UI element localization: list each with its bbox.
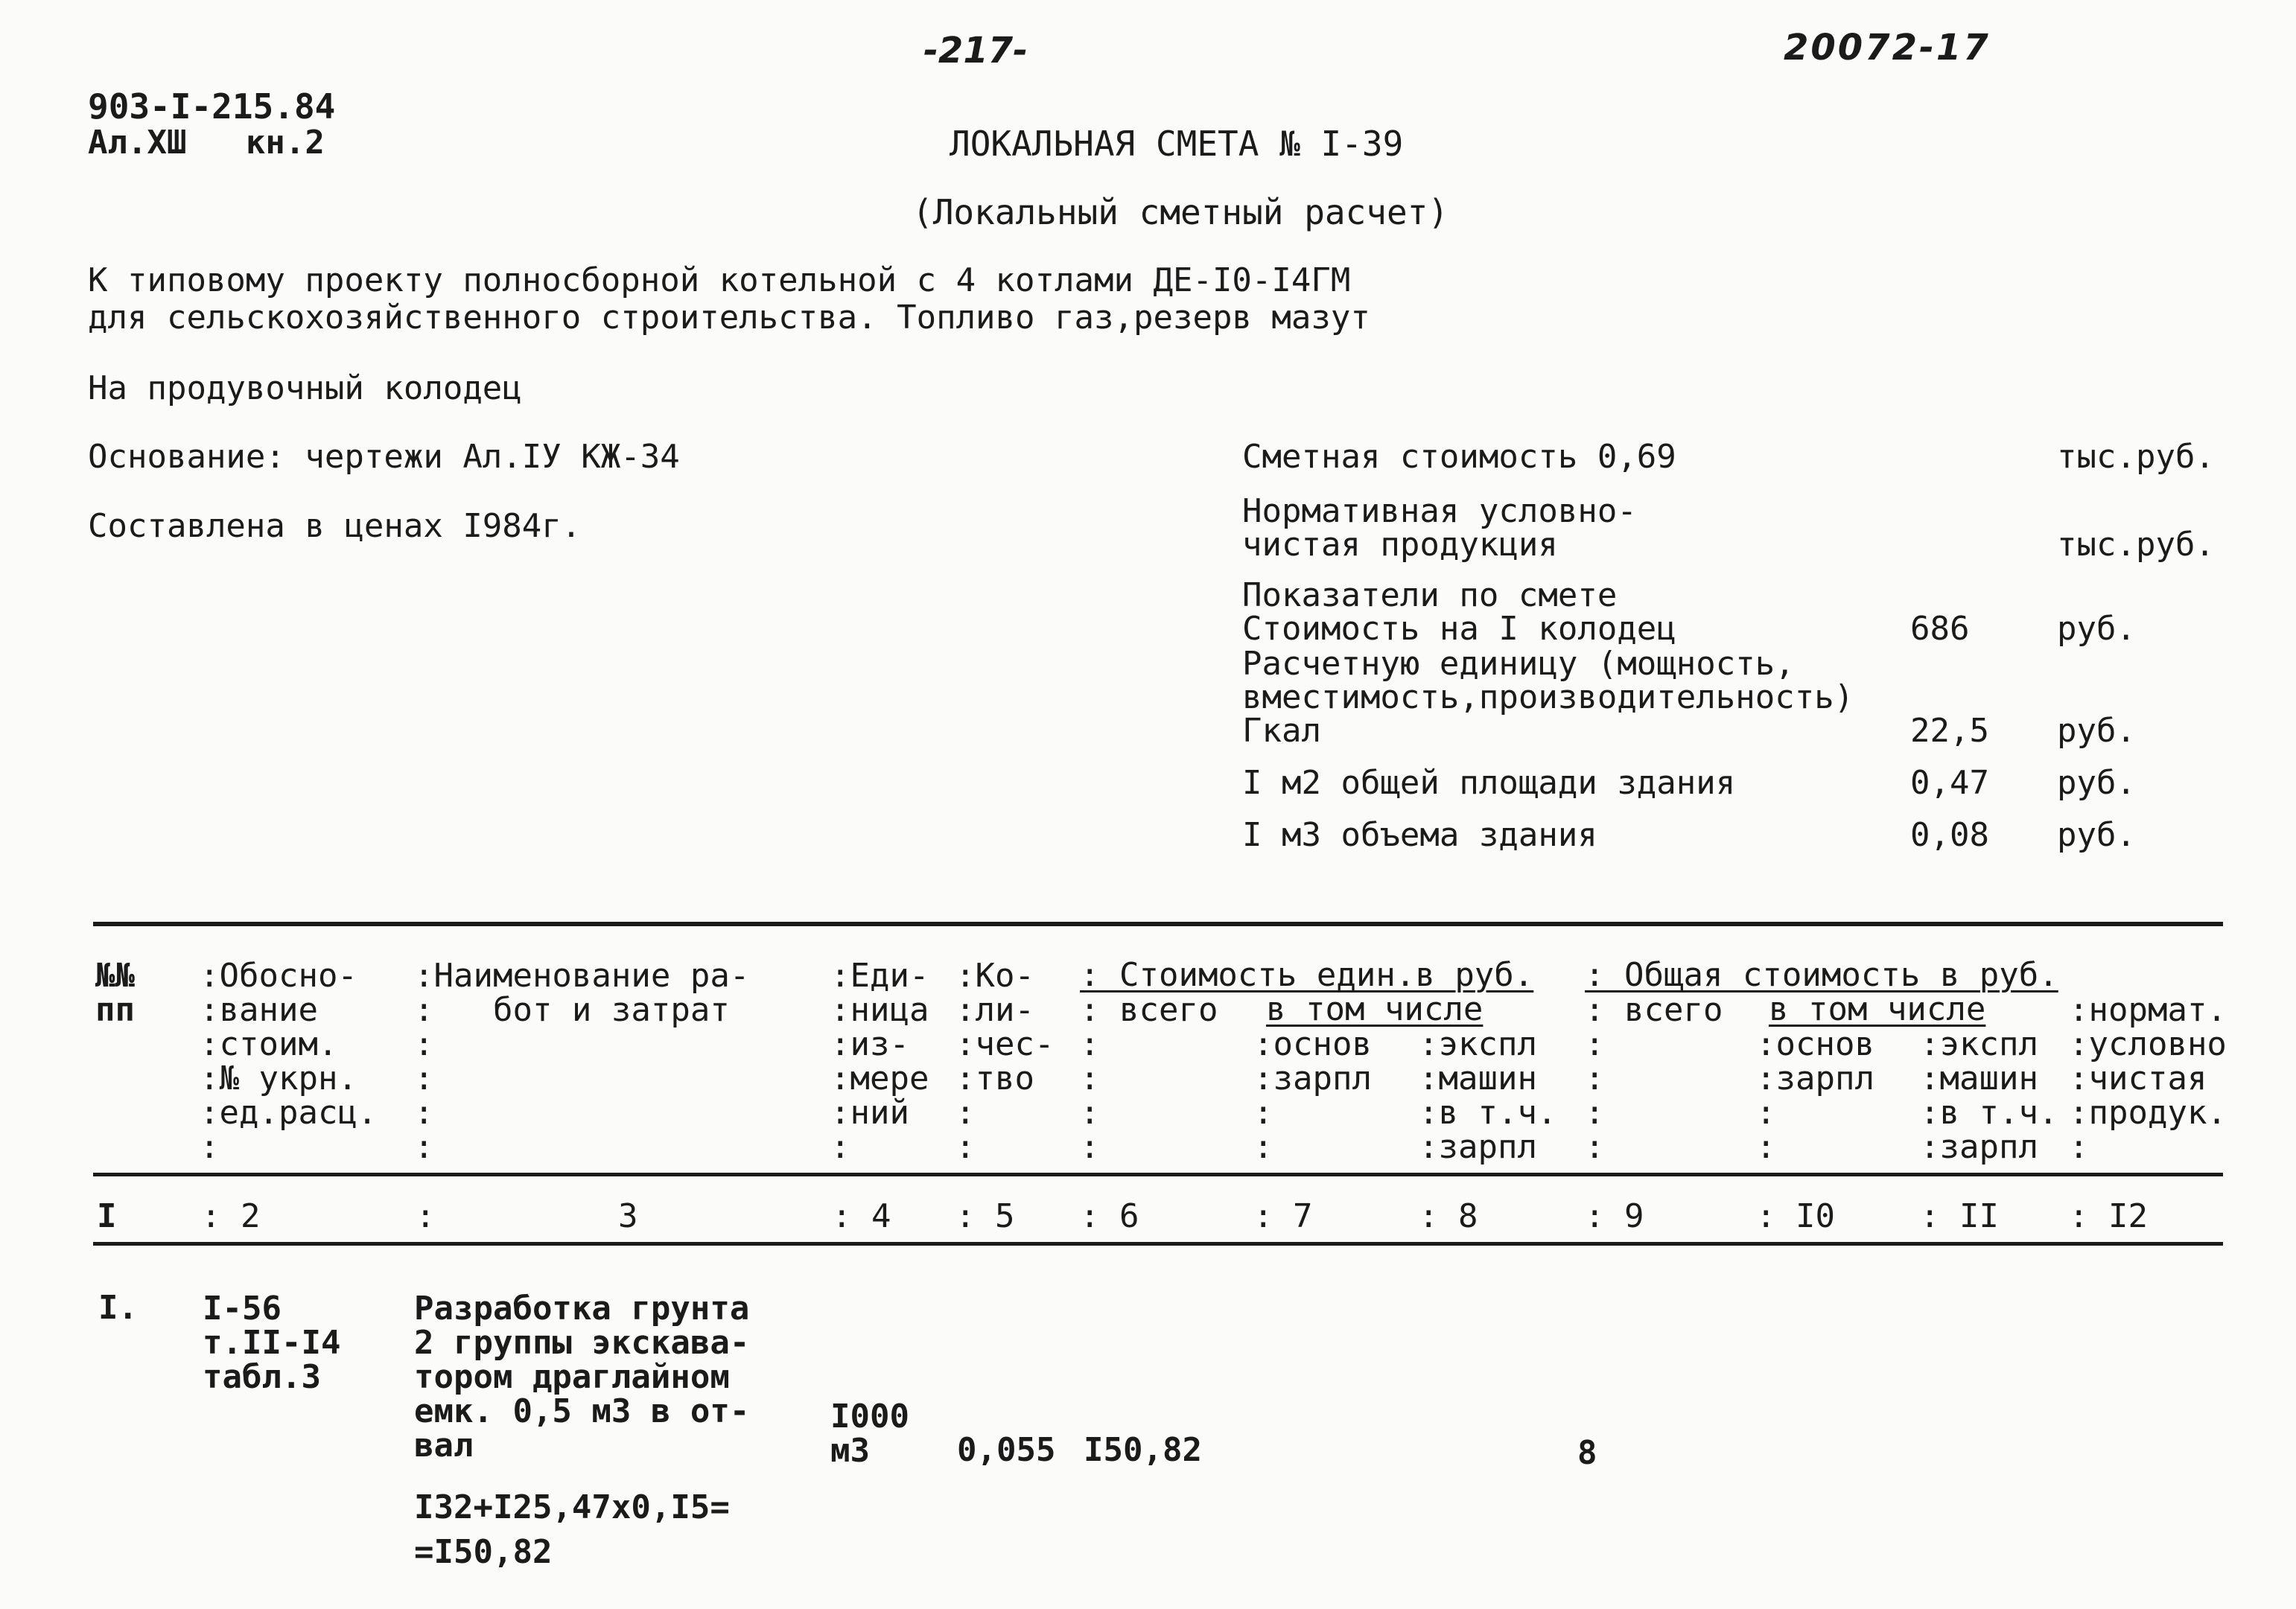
description-line-2: для сельскохозяйственного строительства. Топливо газ,резерв мазут — [88, 299, 1370, 337]
gcal-value: 22,5 — [1910, 712, 1989, 750]
row-basis: I-56 т.II-I4 табл.3 — [203, 1290, 341, 1396]
column-number: : 8 — [1419, 1197, 1478, 1235]
npp-label-2: чистая продукция — [1242, 526, 1558, 564]
column-number: : 6 — [1080, 1197, 1139, 1235]
sheet-code: 20072-17 — [1784, 27, 1991, 68]
header-col-6: : всего : : : : — [1080, 991, 1218, 1166]
per-well-label: Стоимость на I колодец — [1242, 610, 1676, 648]
row-unit: I000 м3 — [830, 1398, 909, 1470]
header-bottom-rule — [93, 1173, 2223, 1176]
header-col-9: : всего : : : : — [1585, 991, 1723, 1166]
header-total-incl-group: в том числе — [1769, 990, 1986, 1028]
row-work-name: Разработка грунта 2 группы экскава- тором драглайном емк. 0,5 м3 в от- вал — [414, 1290, 750, 1465]
album-reference: Ал.XШ кн.2 — [88, 124, 325, 162]
description-line-1: К типовому проекту полносборной котельной с 4 котлами ДЕ-I0-I4ГМ — [88, 261, 1351, 299]
unit-label-1: Расчетную единицу (мощность, — [1242, 645, 1795, 683]
m3-unit: руб. — [2057, 816, 2136, 854]
column-number: : 4 — [832, 1197, 891, 1235]
header-col-8: :экспл :машин :в т.ч. :зарпл — [1419, 1025, 1557, 1166]
header-col-7: :основ :зарпл : : — [1253, 1025, 1372, 1166]
column-number: : I2 — [2069, 1197, 2148, 1235]
header-col-4: :Еди- :ница :из- :мере :ний : — [830, 957, 929, 1166]
gcal-unit: руб. — [2057, 712, 2136, 750]
m2-unit: руб. — [2057, 764, 2136, 802]
estimated-cost-unit: тыс.руб. — [2057, 438, 2215, 476]
row-total-cost: 8 — [1577, 1434, 1597, 1472]
m2-label: I м2 общей площади здания — [1242, 764, 1736, 802]
header-col-2: :Обосно- :вание :стоим. :№ укрн. :ед.расц. : — [200, 957, 378, 1166]
header-col-3: :Наименование ра- : бот и затрат : : : : — [414, 957, 750, 1166]
column-number: : I0 — [1756, 1197, 1835, 1235]
row-unit-price-total: I50,82 — [1084, 1431, 1202, 1469]
column-number: I — [97, 1197, 117, 1235]
column-number: : 9 — [1585, 1197, 1644, 1235]
m3-label: I м3 объема здания — [1242, 816, 1597, 854]
header-unit-incl-group: в том числе — [1266, 990, 1484, 1028]
header-col-1: №№ пп — [95, 957, 135, 1029]
column-number: : 2 — [201, 1197, 261, 1235]
numbers-bottom-rule — [93, 1242, 2223, 1246]
npp-label-1: Нормативная условно- — [1242, 492, 1637, 530]
column-number: : II — [1920, 1197, 1999, 1235]
document-title: ЛОКАЛЬНАЯ СМЕТА № I-39 — [950, 124, 1404, 164]
npp-unit: тыс.руб. — [2057, 526, 2215, 564]
basis-line: Основание: чертежи Ал.IУ КЖ-34 — [88, 438, 680, 476]
m2-value: 0,47 — [1910, 764, 1989, 802]
header-total-cost-group: : Общая стоимость в руб. — [1585, 956, 2058, 994]
per-well-unit: руб. — [2057, 610, 2136, 648]
page-number: -217- — [923, 30, 1028, 71]
row-number: I. — [98, 1289, 138, 1327]
m3-value: 0,08 — [1910, 816, 1989, 854]
row-calculation: I32+I25,47x0,I5= =I50,82 — [414, 1488, 730, 1571]
column-number: : 7 — [1253, 1197, 1313, 1235]
row-quantity: 0,055 — [957, 1431, 1056, 1469]
column-number: : — [416, 1197, 436, 1235]
header-col-11: :экспл :машин :в т.ч. :зарпл — [1920, 1025, 2058, 1166]
table-top-rule — [93, 922, 2223, 926]
header-col-10: :основ :зарпл : : — [1756, 1025, 1874, 1166]
header-col-5: :Ко- :ли- :чес- :тво : : — [955, 957, 1055, 1166]
unit-label-3: Гкал — [1242, 712, 1321, 750]
header-unit-cost-group: : Стоимость един.в руб. — [1080, 956, 1534, 994]
column-number: : 5 — [955, 1197, 1015, 1235]
object-name: На продувочный колодец — [88, 369, 522, 407]
project-code: 903-I-215.84 — [88, 86, 336, 127]
unit-label-2: вместимость,производительность) — [1242, 678, 1854, 716]
document-subtitle: (Локальный сметный расчет) — [912, 192, 1449, 232]
estimated-cost: Сметная стоимость 0,69 — [1242, 438, 1676, 476]
indicators-heading: Показатели по смете — [1242, 576, 1618, 614]
prices-line: Составлена в ценах I984г. — [88, 507, 582, 545]
per-well-value: 686 — [1910, 610, 1970, 648]
column-number: 3 — [618, 1197, 638, 1235]
header-col-12: :нормат. :условно :чистая :продук. : — [2069, 991, 2227, 1166]
